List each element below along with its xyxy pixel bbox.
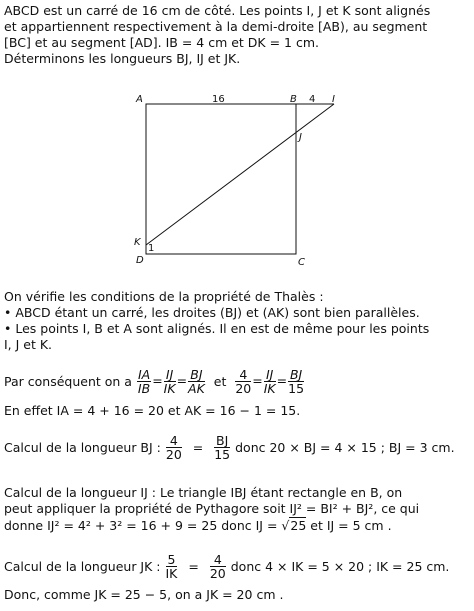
label-b: B — [290, 94, 297, 105]
denominator: IK — [163, 381, 176, 396]
fraction-ij-ik — [164, 368, 176, 395]
label-j: J — [299, 132, 302, 143]
verif-title: On vérifie les conditions de la propriété de Thalès : — [4, 289, 324, 304]
consequent-lead: Par conséquent on a — [4, 374, 132, 389]
fraction-bj-ak — [188, 368, 205, 395]
calc-ij-line-3a: donne IJ² = 4² + 3² = 16 + 9 = 25 donc IJ = — [4, 518, 278, 533]
intro-line-1: ABCD est un carré de 16 cm de côté. Les points I, J et K sont alignés — [4, 3, 431, 18]
fraction-4-20 — [166, 434, 182, 461]
label-ib: 4 — [309, 94, 316, 105]
fraction-bj-15 — [288, 368, 304, 395]
denominator: 15 — [288, 381, 305, 396]
numerator: BJ — [289, 367, 303, 382]
equals-sign: = — [192, 440, 204, 455]
numerator: IA — [137, 367, 151, 382]
label-i: I — [332, 94, 335, 105]
label-a: A — [136, 94, 143, 105]
calc-ij-line-3 — [4, 518, 392, 533]
denominator: IB — [137, 381, 151, 396]
intro-line-3: [BC] et au segment [AD]. IB = 4 cm et DK = 1 cm. — [4, 35, 319, 50]
calc-jk-tail: donc 4 × IK = 5 × 20 ; IK = 25 cm. — [230, 559, 450, 574]
label-side: 16 — [212, 94, 225, 105]
sqrt-25: √25 — [281, 518, 307, 533]
calc-ij-line-1: Calcul de la longueur IJ : Le triangle IBJ étant rectangle en B, on — [4, 485, 403, 500]
intro-line-4: Déterminons les longueurs BJ, IJ et JK. — [4, 51, 241, 66]
effet-line: En effet IA = 4 + 16 = 20 et AK = 16 − 1 = 15. — [4, 403, 301, 418]
fraction-5-ik — [166, 553, 178, 580]
intro-line-2: et appartiennent respectivement à la demi-droite [AB), au segment — [4, 19, 428, 34]
fraction-4-20 — [210, 553, 226, 580]
equals-sign: = — [252, 373, 263, 388]
numerator: 4 — [235, 368, 251, 382]
numerator: BJ — [216, 433, 229, 448]
verif-bullet-1: • ABCD étant un carré, les droites (BJ) et (AK) sont bien parallèles. — [4, 305, 420, 320]
label-dk: 1 — [148, 243, 155, 254]
numerator: 4 — [166, 434, 182, 448]
fraction-ia-ib — [137, 368, 151, 395]
denominator: 15 — [214, 447, 231, 462]
final-line: Donc, comme JK = 25 − 5, on a JK = 20 cm . — [4, 587, 284, 602]
consequent-et: et — [213, 374, 227, 389]
denominator: IK — [263, 381, 276, 396]
denominator: AK — [188, 381, 205, 396]
line-ik — [146, 104, 334, 245]
label-d: D — [136, 255, 144, 266]
calc-ij-line-3b: et IJ = 5 cm . — [310, 518, 392, 533]
equals-sign: = — [176, 373, 188, 388]
calc-bj-tail: donc 20 × BJ = 4 × 15 ; BJ = 3 cm. — [235, 440, 455, 455]
numerator: IJ — [164, 368, 176, 382]
numerator: BJ — [188, 368, 205, 382]
fraction-4-20 — [235, 368, 251, 395]
denominator: 20 — [165, 447, 182, 462]
calc-bj-row — [4, 434, 455, 461]
thales-figure — [0, 0, 474, 280]
equals-sign: = — [276, 373, 288, 388]
equals-sign: = — [152, 373, 163, 388]
calc-jk-row — [4, 553, 449, 580]
verif-bullet-2b: I, J et K. — [4, 337, 53, 352]
calc-bj-lead: Calcul de la longueur BJ : — [4, 440, 161, 455]
verif-bullet-2a: • Les points I, B et A sont alignés. Il en est de même pour les points — [4, 321, 430, 336]
consequent-row — [4, 368, 305, 395]
calc-ij-line-2: peut appliquer la propriété de Pythagore soit IJ² = BI² + BJ², ce qui — [4, 501, 420, 516]
fraction-bj-15 — [214, 434, 230, 461]
square-abcd — [146, 104, 296, 254]
calc-jk-lead: Calcul de la longueur JK : — [4, 559, 161, 574]
numerator: 5 — [167, 552, 176, 567]
label-k: K — [134, 237, 141, 248]
denominator: 20 — [235, 381, 252, 396]
sqrt-radicand: 25 — [290, 518, 307, 533]
equals-sign: = — [188, 559, 199, 574]
denominator: 20 — [209, 566, 226, 581]
fraction-ij-ik-2 — [264, 368, 276, 395]
numerator: IJ — [264, 368, 276, 382]
denominator: IK — [165, 566, 178, 581]
numerator: 4 — [210, 553, 226, 567]
label-c: C — [298, 257, 305, 268]
